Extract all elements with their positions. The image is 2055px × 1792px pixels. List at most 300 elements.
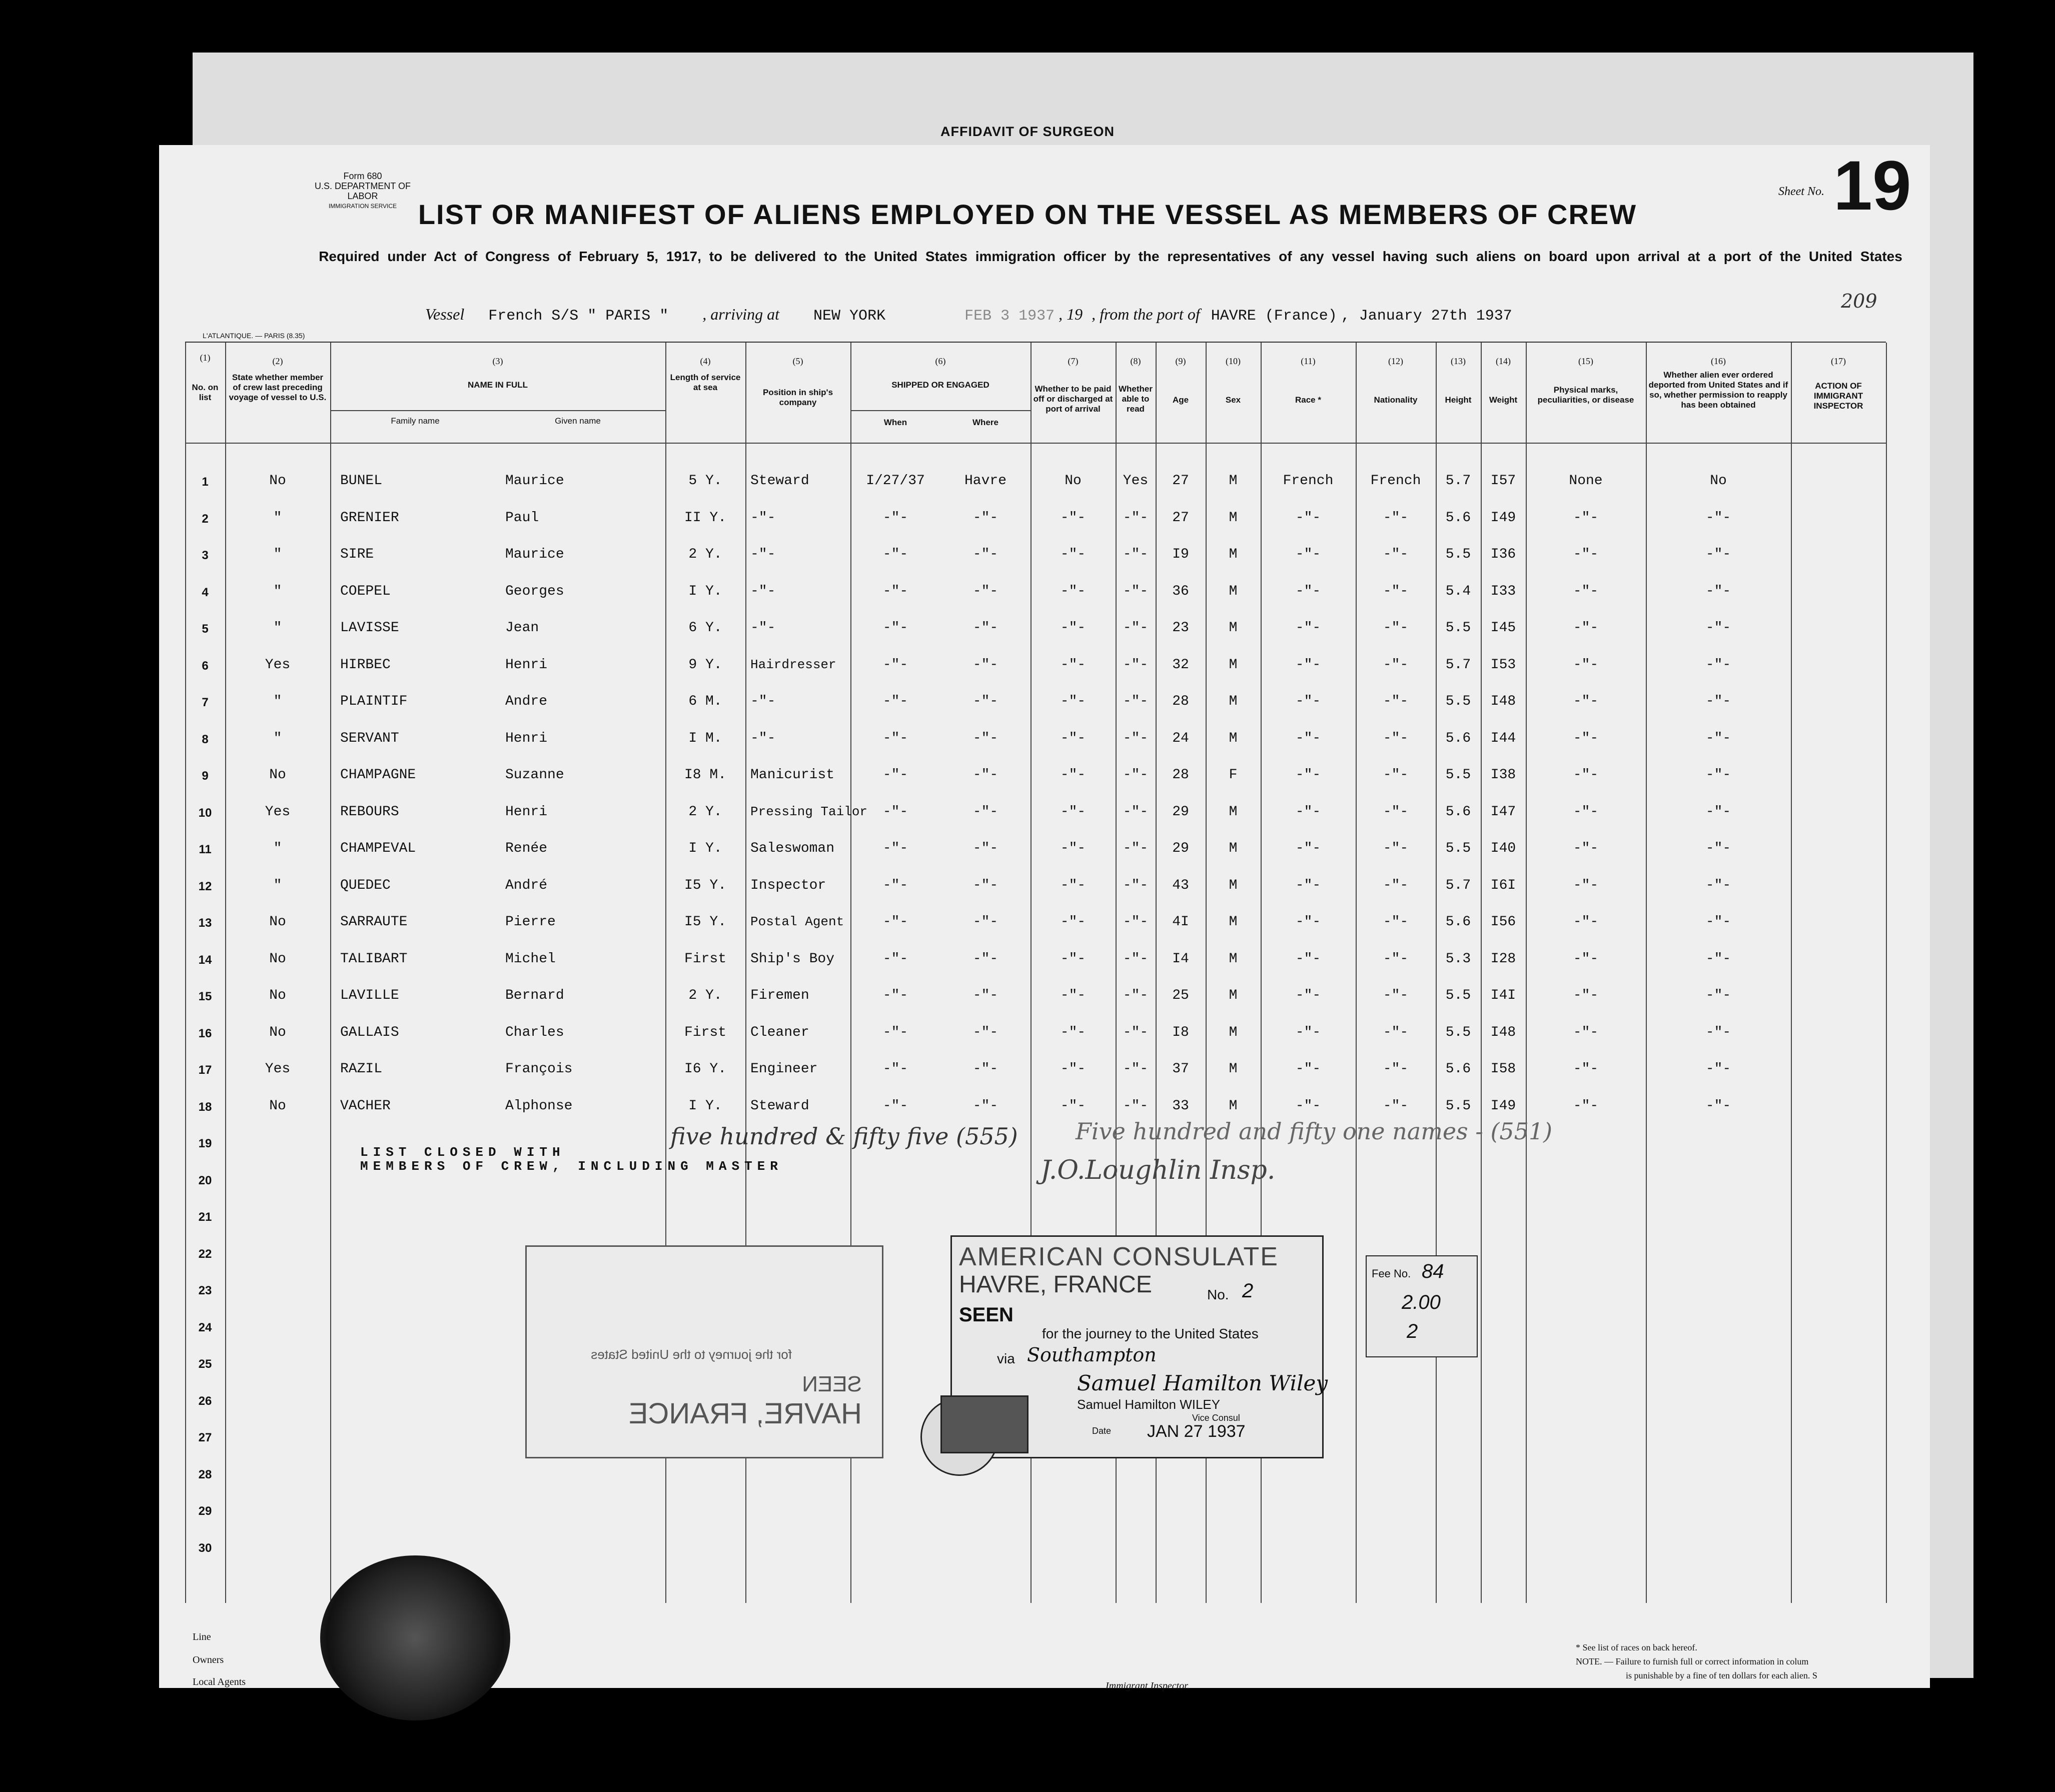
member-last-cell: Yes bbox=[265, 804, 291, 820]
where-cell: -"- bbox=[972, 657, 998, 673]
age-cell: 33 bbox=[1172, 1098, 1189, 1114]
member-last-cell: No bbox=[269, 914, 286, 930]
col-line bbox=[1481, 343, 1482, 1603]
footer-agents-label: Local Agents bbox=[193, 1676, 246, 1687]
read-cell: -"- bbox=[1123, 804, 1149, 820]
race-cell: -"- bbox=[1295, 804, 1321, 820]
sex-cell: F bbox=[1229, 767, 1238, 783]
sex-cell: M bbox=[1229, 473, 1238, 489]
length-cell: 6 Y. bbox=[688, 620, 722, 636]
read-cell: -"- bbox=[1123, 988, 1149, 1003]
header-height: Height bbox=[1445, 395, 1472, 405]
page-title: LIST OR MANIFEST OF ALIENS EMPLOYED ON THE VESSEL AS MEMBERS OF CREW bbox=[418, 199, 1637, 230]
row-number: 16 bbox=[198, 1026, 212, 1040]
given-name-cell: Georges bbox=[505, 583, 564, 599]
length-cell: I M. bbox=[688, 730, 722, 746]
paid-off-cell: -"- bbox=[1060, 914, 1086, 930]
mirrored-stamp-journey: for the journey to the United States bbox=[591, 1347, 792, 1362]
race-cell: -"- bbox=[1295, 914, 1321, 930]
height-cell: 5.7 bbox=[1445, 657, 1471, 673]
deported-cell: -"- bbox=[1705, 1098, 1731, 1114]
weight-cell: I49 bbox=[1490, 1098, 1516, 1114]
height-cell: 5.7 bbox=[1445, 473, 1471, 489]
form-number: Form 680 bbox=[343, 171, 382, 181]
deported-cell: -"- bbox=[1705, 583, 1731, 599]
sex-cell: M bbox=[1229, 804, 1238, 820]
colnum-5: (5) bbox=[792, 356, 803, 366]
when-cell: -"- bbox=[882, 804, 908, 820]
sheet-number: 19 bbox=[1833, 146, 1911, 225]
footer-inspector-label: Immigrant Inspector. bbox=[1106, 1680, 1190, 1691]
weight-cell: I57 bbox=[1490, 473, 1516, 489]
weight-cell: I58 bbox=[1490, 1061, 1516, 1077]
deported-cell: -"- bbox=[1705, 914, 1731, 930]
read-cell: -"- bbox=[1123, 583, 1149, 599]
position-cell: -"- bbox=[750, 547, 776, 562]
row-number: 21 bbox=[198, 1210, 212, 1224]
physical-cell: -"- bbox=[1573, 510, 1599, 526]
header-family-name: Family name bbox=[391, 416, 440, 426]
header-where: Where bbox=[972, 418, 998, 427]
weight-cell: I4I bbox=[1490, 988, 1516, 1003]
given-name-cell: Henri bbox=[505, 730, 548, 746]
header-deported: Whether alien ever ordered deported from United States and if so, whether permission to reapply has been obtained bbox=[1648, 370, 1788, 410]
row-number: 3 bbox=[202, 549, 209, 562]
physical-cell: -"- bbox=[1573, 583, 1599, 599]
paid-off-cell: -"- bbox=[1060, 877, 1086, 893]
paid-off-cell: -"- bbox=[1060, 951, 1086, 967]
deported-cell: -"- bbox=[1705, 694, 1731, 709]
position-cell: -"- bbox=[750, 583, 776, 599]
family-name-cell: TALIBART bbox=[340, 951, 408, 967]
when-cell: -"- bbox=[882, 877, 908, 893]
member-last-cell: " bbox=[273, 510, 282, 526]
position-cell: -"- bbox=[750, 620, 776, 636]
row-number: 15 bbox=[198, 990, 212, 1003]
nationality-cell: -"- bbox=[1383, 951, 1409, 967]
deported-cell: -"- bbox=[1705, 1024, 1731, 1040]
age-cell: I4 bbox=[1172, 951, 1189, 967]
form-department: U.S. DEPARTMENT OF LABOR bbox=[314, 181, 411, 201]
arrival-port: NEW YORK bbox=[813, 308, 886, 325]
vessel-name: French S/S " PARIS " bbox=[488, 308, 669, 325]
colnum-13: (13) bbox=[1451, 356, 1466, 366]
paid-off-cell: No bbox=[1065, 473, 1082, 489]
weight-cell: I38 bbox=[1490, 767, 1516, 783]
age-cell: 28 bbox=[1172, 694, 1189, 709]
read-cell: -"- bbox=[1123, 510, 1149, 526]
consulate-no: 2 bbox=[1242, 1280, 1254, 1302]
footer-line-label: Line bbox=[193, 1631, 211, 1642]
length-cell: 5 Y. bbox=[688, 473, 722, 489]
length-cell: I5 Y. bbox=[684, 914, 726, 930]
height-cell: 5.5 bbox=[1445, 694, 1471, 709]
sex-cell: M bbox=[1229, 730, 1238, 746]
row-number: 17 bbox=[198, 1063, 212, 1077]
deported-cell: -"- bbox=[1705, 547, 1731, 562]
header-position: Position in ship's company bbox=[762, 388, 833, 407]
inspector-signature: J.O.Loughlin Insp. bbox=[1041, 1155, 1276, 1185]
race-cell: -"- bbox=[1295, 1098, 1321, 1114]
closing-line-1: LIST CLOSED WITH bbox=[360, 1145, 565, 1160]
consulate-date-label: Date bbox=[1092, 1426, 1112, 1436]
fee-number: 84 bbox=[1422, 1260, 1444, 1282]
nationality-cell: -"- bbox=[1383, 657, 1409, 673]
member-last-cell: No bbox=[269, 951, 286, 967]
row-number: 22 bbox=[198, 1247, 212, 1261]
col-line bbox=[185, 343, 186, 1603]
given-name-cell: André bbox=[505, 877, 548, 893]
age-cell: I9 bbox=[1172, 547, 1189, 562]
fee-mark: 2 bbox=[1407, 1320, 1418, 1342]
given-name-cell: Paul bbox=[505, 510, 539, 526]
given-name-cell: Maurice bbox=[505, 473, 564, 489]
paid-off-cell: -"- bbox=[1060, 510, 1086, 526]
colnum-4: (4) bbox=[700, 356, 711, 366]
consulate-no-label: No. bbox=[1207, 1287, 1229, 1302]
when-cell: -"- bbox=[882, 547, 908, 562]
sex-cell: M bbox=[1229, 1024, 1238, 1040]
paid-off-cell: -"- bbox=[1060, 1061, 1086, 1077]
colnum-9: (9) bbox=[1175, 356, 1186, 366]
when-cell: -"- bbox=[882, 1024, 908, 1040]
header-sex: Sex bbox=[1225, 395, 1241, 405]
nationality-cell: -"- bbox=[1383, 1061, 1409, 1077]
colnum-11: (11) bbox=[1301, 356, 1316, 366]
fee-label: Fee No. bbox=[1372, 1267, 1411, 1280]
length-cell: First bbox=[684, 951, 726, 967]
read-cell: -"- bbox=[1123, 841, 1149, 856]
position-cell: Hairdresser bbox=[750, 657, 836, 672]
when-cell: -"- bbox=[882, 510, 908, 526]
colnum-2: (2) bbox=[272, 356, 283, 366]
row-number: 23 bbox=[198, 1284, 212, 1297]
header-given-name: Given name bbox=[555, 416, 601, 426]
sex-cell: M bbox=[1229, 1098, 1238, 1114]
position-cell: Manicurist bbox=[750, 767, 835, 783]
race-cell: -"- bbox=[1295, 767, 1321, 783]
header-length: Length of service at sea bbox=[670, 373, 741, 392]
deported-cell: -"- bbox=[1705, 730, 1731, 746]
when-cell: -"- bbox=[882, 657, 908, 673]
race-cell: -"- bbox=[1295, 583, 1321, 599]
from-port-label: , from the port of bbox=[1092, 305, 1200, 323]
physical-cell: -"- bbox=[1573, 767, 1599, 783]
arriving-label: , arriving at bbox=[702, 305, 780, 323]
sex-cell: M bbox=[1229, 914, 1238, 930]
where-cell: -"- bbox=[972, 804, 998, 820]
weight-cell: I56 bbox=[1490, 914, 1516, 930]
position-cell: Saleswoman bbox=[750, 841, 835, 856]
physical-cell: -"- bbox=[1573, 877, 1599, 893]
height-cell: 5.5 bbox=[1445, 620, 1471, 636]
closing-line-2: MEMBERS OF CREW, INCLUDING MASTER bbox=[360, 1159, 783, 1174]
year-label: , 19 bbox=[1059, 305, 1083, 323]
row-number: 2 bbox=[202, 512, 209, 526]
binder-hole bbox=[98, 738, 118, 758]
physical-cell: -"- bbox=[1573, 841, 1599, 856]
consulate-officer: Samuel Hamilton WILEY bbox=[1077, 1397, 1221, 1412]
paid-off-cell: -"- bbox=[1060, 988, 1086, 1003]
when-cell: -"- bbox=[882, 951, 908, 967]
age-cell: 27 bbox=[1172, 473, 1189, 489]
given-name-cell: Pierre bbox=[505, 914, 556, 930]
row-number: 13 bbox=[198, 916, 212, 930]
age-cell: 36 bbox=[1172, 583, 1189, 599]
read-cell: -"- bbox=[1123, 657, 1149, 673]
nationality-cell: -"- bbox=[1383, 620, 1409, 636]
consulate-via-label: via bbox=[997, 1351, 1015, 1366]
read-cell: -"- bbox=[1123, 620, 1149, 636]
consulate-title: Vice Consul bbox=[1192, 1413, 1240, 1423]
weight-cell: I33 bbox=[1490, 583, 1516, 599]
read-cell: -"- bbox=[1123, 951, 1149, 967]
header-paid-off: Whether to be paid off or discharged at port of arrival bbox=[1033, 384, 1113, 414]
weight-cell: I53 bbox=[1490, 657, 1516, 673]
given-name-cell: Henri bbox=[505, 804, 548, 820]
paid-off-cell: -"- bbox=[1060, 657, 1086, 673]
nationality-cell: -"- bbox=[1383, 767, 1409, 783]
weight-cell: I44 bbox=[1490, 730, 1516, 746]
sex-cell: M bbox=[1229, 620, 1238, 636]
fee-stamp bbox=[1366, 1255, 1478, 1357]
read-cell: -"- bbox=[1123, 767, 1149, 783]
family-name-cell: HIRBEC bbox=[340, 657, 391, 673]
col-line bbox=[330, 343, 331, 1603]
weight-cell: I6I bbox=[1490, 877, 1516, 893]
race-cell: French bbox=[1283, 473, 1334, 489]
position-cell: Steward bbox=[750, 473, 809, 489]
shipped-split-line bbox=[850, 410, 1031, 411]
length-cell: I Y. bbox=[688, 583, 722, 599]
length-cell: I5 Y. bbox=[684, 877, 726, 893]
header-read: Whether able to read bbox=[1119, 384, 1153, 414]
nationality-cell: -"- bbox=[1383, 547, 1409, 562]
height-cell: 5.6 bbox=[1445, 1061, 1471, 1077]
paid-off-cell: -"- bbox=[1060, 1024, 1086, 1040]
binder-hole bbox=[98, 1203, 118, 1223]
paid-off-cell: -"- bbox=[1060, 767, 1086, 783]
header-nationality: Nationality bbox=[1374, 395, 1418, 405]
row-number: 6 bbox=[202, 659, 209, 673]
paid-off-cell: -"- bbox=[1060, 694, 1086, 709]
physical-cell: -"- bbox=[1573, 951, 1599, 967]
binder-hole bbox=[98, 273, 118, 293]
when-cell: -"- bbox=[882, 767, 908, 783]
age-cell: 27 bbox=[1172, 510, 1189, 526]
length-cell: II Y. bbox=[684, 510, 726, 526]
handwritten-count: five hundred & fifty five (555) bbox=[670, 1123, 1018, 1150]
when-cell: -"- bbox=[882, 620, 908, 636]
colnum-6: (6) bbox=[935, 356, 946, 366]
family-name-cell: LAVILLE bbox=[340, 988, 399, 1003]
row-number: 28 bbox=[198, 1467, 212, 1481]
sex-cell: M bbox=[1229, 694, 1238, 709]
weight-cell: I40 bbox=[1490, 841, 1516, 856]
weight-cell: I49 bbox=[1490, 510, 1516, 526]
member-last-cell: " bbox=[273, 730, 282, 746]
colnum-12: (12) bbox=[1388, 356, 1403, 366]
when-cell: -"- bbox=[882, 583, 908, 599]
colnum-8: (8) bbox=[1130, 356, 1141, 366]
row-number: 18 bbox=[198, 1100, 212, 1114]
read-cell: -"- bbox=[1123, 730, 1149, 746]
binder-hole bbox=[98, 893, 118, 913]
row-number: 7 bbox=[202, 696, 209, 709]
read-cell: -"- bbox=[1123, 877, 1149, 893]
height-cell: 5.4 bbox=[1445, 583, 1471, 599]
read-cell: -"- bbox=[1123, 694, 1149, 709]
nationality-cell: -"- bbox=[1383, 1024, 1409, 1040]
consulate-journey: for the journey to the United States bbox=[1042, 1326, 1259, 1341]
age-cell: 23 bbox=[1172, 620, 1189, 636]
nationality-cell: -"- bbox=[1383, 1098, 1409, 1114]
header-weight: Weight bbox=[1489, 395, 1518, 405]
deported-cell: -"- bbox=[1705, 620, 1731, 636]
height-cell: 5.5 bbox=[1445, 1024, 1471, 1040]
nationality-cell: -"- bbox=[1383, 510, 1409, 526]
member-last-cell: No bbox=[269, 767, 286, 783]
footer-note-fine-2: is punishable by a fine of ten dollars for each alien. S bbox=[1626, 1670, 1817, 1680]
row-number: 20 bbox=[198, 1173, 212, 1187]
read-cell: Yes bbox=[1123, 473, 1149, 489]
read-cell: -"- bbox=[1123, 1024, 1149, 1040]
row-number: 27 bbox=[198, 1431, 212, 1444]
when-cell: -"- bbox=[882, 1098, 908, 1114]
race-cell: -"- bbox=[1295, 1061, 1321, 1077]
race-cell: -"- bbox=[1295, 1024, 1321, 1040]
nationality-cell: -"- bbox=[1383, 877, 1409, 893]
age-cell: 29 bbox=[1172, 804, 1189, 820]
member-last-cell: Yes bbox=[265, 1061, 291, 1077]
affidavit-header: AFFIDAVIT OF SURGEON bbox=[940, 124, 1115, 139]
race-cell: -"- bbox=[1295, 547, 1321, 562]
member-last-cell: No bbox=[269, 988, 286, 1003]
when-cell: -"- bbox=[882, 841, 908, 856]
where-cell: -"- bbox=[972, 1024, 998, 1040]
member-last-cell: No bbox=[269, 473, 286, 489]
length-cell: I6 Y. bbox=[684, 1061, 726, 1077]
member-last-cell: " bbox=[273, 620, 282, 636]
race-cell: -"- bbox=[1295, 730, 1321, 746]
row-number: 5 bbox=[202, 622, 209, 636]
when-cell: -"- bbox=[882, 694, 908, 709]
race-cell: -"- bbox=[1295, 620, 1321, 636]
row-number: 11 bbox=[199, 843, 212, 856]
family-name-cell: GRENIER bbox=[340, 510, 399, 526]
deported-cell: -"- bbox=[1705, 510, 1731, 526]
family-name-cell: VACHER bbox=[340, 1098, 391, 1114]
height-cell: 5.5 bbox=[1445, 767, 1471, 783]
row-number: 19 bbox=[198, 1137, 212, 1150]
page-subtitle: Required under Act of Congress of February 5, 1917, to be delivered to the United States immigration officer by the representatives of any vessel having such aliens on board upon arrival at a port of the United States bbox=[319, 249, 1902, 264]
row-number: 9 bbox=[202, 769, 209, 783]
row-number: 24 bbox=[198, 1320, 212, 1334]
header-name-in-full: NAME IN FULL bbox=[468, 380, 528, 390]
height-cell: 5.7 bbox=[1445, 877, 1471, 893]
col-line bbox=[1356, 343, 1357, 1603]
date-stamp: FEB 3 1937 bbox=[964, 308, 1055, 325]
footer-note-fine: NOTE. — Failure to furnish full or correct information in colum bbox=[1576, 1656, 1809, 1666]
sex-cell: M bbox=[1229, 547, 1238, 562]
member-last-cell: " bbox=[273, 877, 282, 893]
length-cell: 6 M. bbox=[688, 694, 722, 709]
physical-cell: -"- bbox=[1573, 730, 1599, 746]
footer-owners-label: Owners bbox=[193, 1654, 224, 1665]
paid-off-cell: -"- bbox=[1060, 841, 1086, 856]
deported-cell: No bbox=[1710, 473, 1727, 489]
physical-cell: -"- bbox=[1573, 914, 1599, 930]
paid-off-cell: -"- bbox=[1060, 583, 1086, 599]
position-cell: Pressing Tailor bbox=[750, 804, 868, 819]
nationality-cell: -"- bbox=[1383, 804, 1409, 820]
sex-cell: M bbox=[1229, 877, 1238, 893]
member-last-cell: " bbox=[273, 694, 282, 709]
age-cell: 32 bbox=[1172, 657, 1189, 673]
when-cell: -"- bbox=[882, 730, 908, 746]
header-physical: Physical marks, peculiarities, or disease bbox=[1537, 385, 1634, 405]
given-name-cell: Bernard bbox=[505, 988, 564, 1003]
age-cell: 28 bbox=[1172, 767, 1189, 783]
header-race: Race * bbox=[1295, 395, 1321, 405]
height-cell: 5.3 bbox=[1445, 951, 1471, 967]
handwritten-correction: Five hundred and fifty one names - (551) bbox=[1076, 1118, 1553, 1145]
given-name-cell: Andre bbox=[505, 694, 548, 709]
row-number: 10 bbox=[198, 806, 212, 820]
given-name-cell: Michel bbox=[505, 951, 556, 967]
nationality-cell: -"- bbox=[1383, 988, 1409, 1003]
family-name-cell: CHAMPAGNE bbox=[340, 767, 416, 783]
where-cell: -"- bbox=[972, 988, 998, 1003]
form-service: IMMIGRATION SERVICE bbox=[328, 203, 397, 210]
where-cell: -"- bbox=[972, 583, 998, 599]
consulate-line-1: AMERICAN CONSULATE bbox=[959, 1242, 1279, 1271]
deported-cell: -"- bbox=[1705, 988, 1731, 1003]
printer-mark: L'ATLANTIQUE. — PARIS (8.35) bbox=[203, 332, 305, 340]
row-number: 14 bbox=[198, 953, 212, 967]
given-name-cell: Suzanne bbox=[505, 767, 564, 783]
paid-off-cell: -"- bbox=[1060, 547, 1086, 562]
family-name-cell: SERVANT bbox=[340, 730, 399, 746]
position-cell: -"- bbox=[750, 730, 776, 746]
binder-hole bbox=[98, 1048, 118, 1068]
age-cell: 29 bbox=[1172, 841, 1189, 856]
family-name-cell: QUEDEC bbox=[340, 877, 391, 893]
mirrored-stamp bbox=[525, 1245, 883, 1458]
age-cell: I8 bbox=[1172, 1024, 1189, 1040]
height-cell: 5.6 bbox=[1445, 510, 1471, 526]
header-no: No. on list bbox=[192, 383, 219, 402]
where-cell: -"- bbox=[972, 694, 998, 709]
height-cell: 5.5 bbox=[1445, 1098, 1471, 1114]
given-name-cell: Alphonse bbox=[505, 1098, 573, 1114]
sheet-handnote: 209 bbox=[1841, 290, 1877, 312]
family-name-cell: BUNEL bbox=[340, 473, 383, 489]
name-split-line bbox=[330, 410, 665, 411]
when-cell: -"- bbox=[882, 1061, 908, 1077]
colnum-14: (14) bbox=[1496, 356, 1511, 366]
physical-cell: -"- bbox=[1573, 657, 1599, 673]
paid-off-cell: -"- bbox=[1060, 620, 1086, 636]
where-cell: -"- bbox=[972, 767, 998, 783]
length-cell: I Y. bbox=[688, 841, 722, 856]
sheet-label: Sheet No. bbox=[1778, 185, 1824, 198]
given-name-cell: Maurice bbox=[505, 547, 564, 562]
header-when: When bbox=[883, 418, 907, 427]
weight-cell: I36 bbox=[1490, 547, 1516, 562]
family-name-cell: SIRE bbox=[340, 547, 374, 562]
header-member-last: State whether member of crew last preceding voyage of vessel to U.S. bbox=[229, 373, 327, 402]
